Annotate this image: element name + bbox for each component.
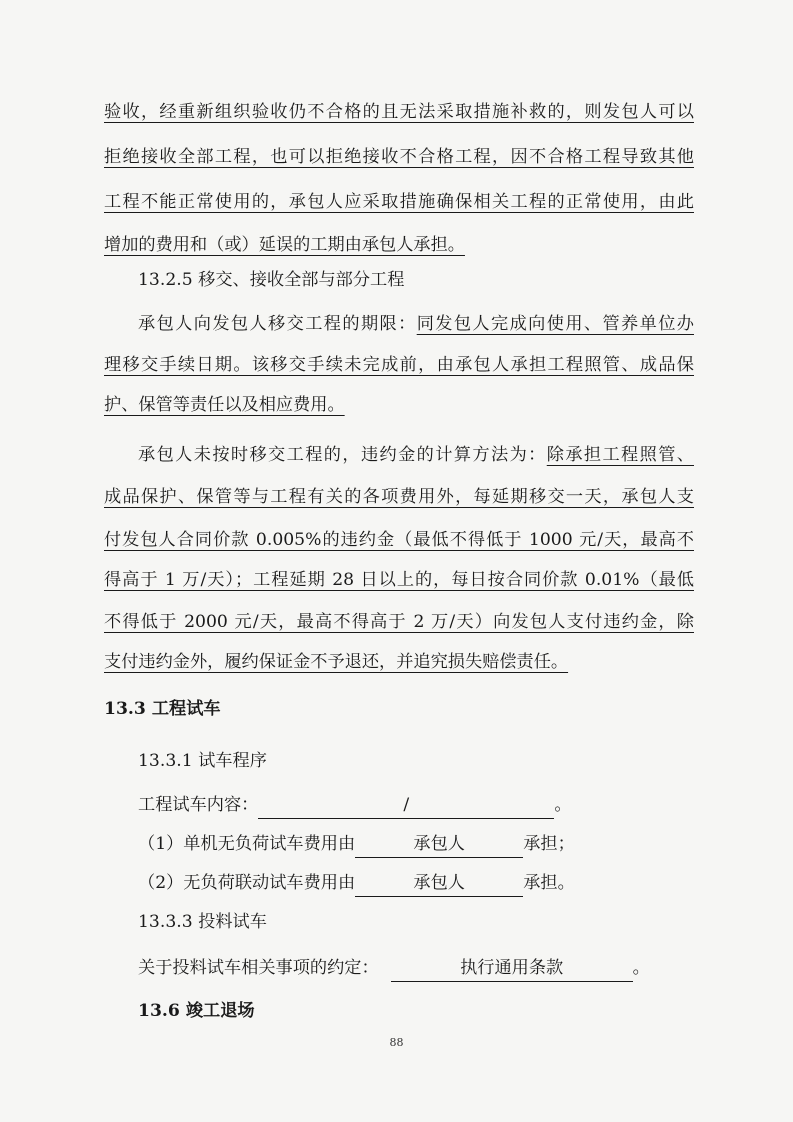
paragraph-line <box>138 302 694 346</box>
field-end: 承担； <box>523 834 575 854</box>
section-heading-13-3-1: 13.3.1 试车程序 <box>138 751 267 771</box>
section-heading-13-2-5: 13.2.5 移交、接收全部与部分工程 <box>138 270 405 290</box>
underlined-text: 同发包人完成向使用、管养单位办 <box>416 314 694 334</box>
paragraph-line <box>138 433 694 477</box>
feed-trial-field <box>138 946 694 990</box>
paragraph-line: 工程不能正常使用的，承包人应采取措施确保相关工程的正常使用，由此 <box>104 192 694 212</box>
paragraph-line: 验收，经重新组织验收仍不合格的且无法采取措施补救的，则发包人可以 <box>104 102 694 122</box>
underlined-text: 除承担工程照管、 <box>546 445 694 465</box>
plain-text: 承包人未按时移交工程的，违约金的计算方法为： <box>138 445 547 465</box>
field-label: （1）单机无负荷试车费用由 <box>138 834 356 854</box>
page-number: 88 <box>389 1036 404 1049</box>
paragraph-line: 付发包人合同价款 0.005%的违约金（最低不得低于 1000 元/天，最高不 <box>104 530 694 550</box>
paragraph-line: 不得低于 2000 元/天，最高不得高于 2 万/天）向发包人支付违约金，除 <box>104 612 694 632</box>
section-heading-13-3: 13.3 工程试车 <box>104 699 221 719</box>
field-value: 承包人 <box>355 870 523 897</box>
paragraph-line <box>104 640 694 684</box>
item-1-field <box>138 822 694 866</box>
paragraph-line <box>104 383 694 427</box>
field-end: 承担。 <box>523 873 575 893</box>
field-value: 执行通用条款 <box>391 955 633 982</box>
field-end: 。 <box>632 958 650 978</box>
paragraph-line: 理移交手续日期。该移交手续未完成前，由承包人承担工程照管、成品保 <box>104 355 694 375</box>
field-label: 关于投料试车相关事项的约定： <box>138 958 379 978</box>
paragraph-line: 成品保护、保管等与工程有关的各项费用外，每延期移交一天，承包人支 <box>104 487 694 507</box>
plain-text: 承包人向发包人移交工程的期限： <box>138 314 417 334</box>
underlined-text: 支付违约金外，履约保证金不予退还，并追究损失赔偿责任。 <box>104 652 569 672</box>
paragraph-line: 拒绝接收全部工程，也可以拒绝接收不合格工程，因不合格工程导致其他 <box>104 147 694 167</box>
section-heading-13-3-3: 13.3.3 投料试车 <box>138 912 267 932</box>
field-label: 工程试车内容： <box>138 795 259 815</box>
trial-content-field <box>138 783 694 827</box>
underlined-text: 护、保管等责任以及相应费用。 <box>104 395 345 415</box>
paragraph-line: 得高于 1 万/天）；工程延期 28 日以上的，每日按合同价款 0.01%（最低 <box>104 570 694 590</box>
field-value: 承包人 <box>355 831 523 858</box>
section-heading-13-6: 13.6 竣工退场 <box>138 1001 255 1021</box>
item-2-field <box>138 861 694 905</box>
field-end: 。 <box>554 795 572 815</box>
field-label: （2）无负荷联动试车费用由 <box>138 873 356 893</box>
underlined-text: 增加的费用和（或）延误的工期由承包人承担。 <box>104 235 465 255</box>
field-value: / <box>258 792 554 819</box>
